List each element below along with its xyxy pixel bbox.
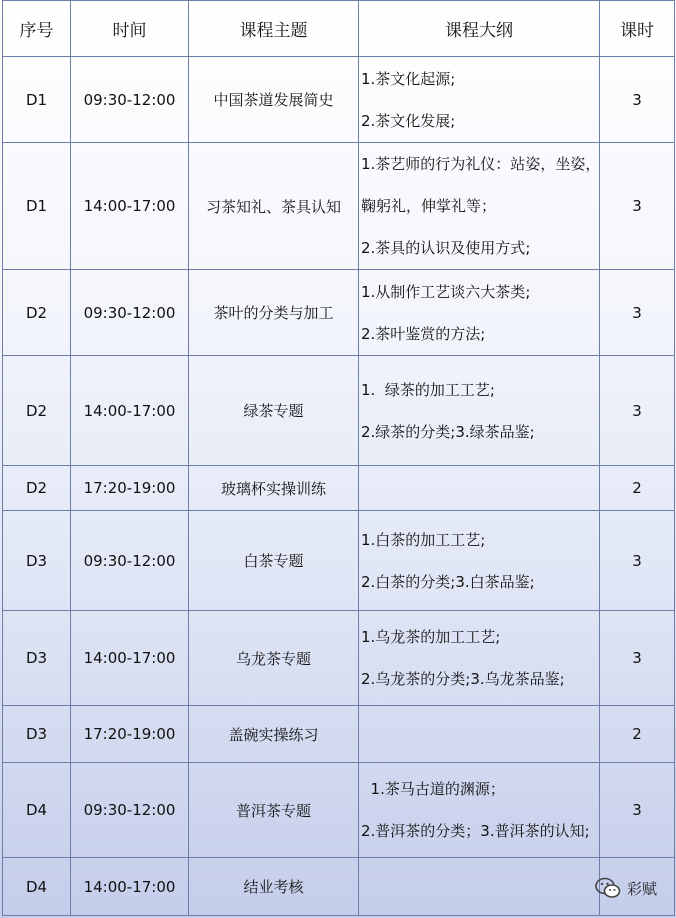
outline-line: 1.白茶的加工工艺; bbox=[361, 530, 486, 549]
hours-cell: 3 bbox=[600, 611, 675, 706]
header-cell-outline: 课程大纲 bbox=[359, 1, 600, 57]
wechat-icon bbox=[595, 877, 621, 899]
outline-line: 1.乌龙茶的加工工艺; bbox=[361, 628, 501, 646]
hours-cell: 3 bbox=[600, 270, 675, 356]
outline-line: 1. 绿茶的加工工艺; bbox=[361, 380, 495, 399]
outline-cell bbox=[359, 706, 600, 763]
table-row bbox=[3, 763, 675, 858]
outline-cell bbox=[359, 466, 600, 511]
topic-cell: 盖碗实操练习 bbox=[189, 706, 359, 763]
outline-line: 1.茶艺师的行为礼仪：站姿，坐姿， bbox=[361, 155, 601, 173]
outline-line: 2.白茶的分类;3.白茶品鉴; bbox=[361, 572, 535, 591]
day-cell: D3 bbox=[3, 611, 71, 706]
topic-cell: 玻璃杯实操训练 bbox=[189, 466, 359, 511]
table-row bbox=[3, 270, 675, 356]
hours-cell: 3 bbox=[600, 57, 675, 143]
outline-line: 2.普洱茶的分类；3.普洱茶的认知; bbox=[361, 822, 590, 840]
time-cell: 14:00-17:00 bbox=[71, 611, 189, 706]
time-cell: 14:00-17:00 bbox=[71, 858, 189, 916]
outline-line: 2.乌龙茶的分类;3.乌龙茶品鉴; bbox=[361, 670, 565, 688]
time-cell: 09:30-12:00 bbox=[71, 270, 189, 356]
watermark bbox=[595, 876, 657, 900]
time-cell: 09:30-12:00 bbox=[71, 57, 189, 143]
topic-cell: 茶叶的分类与加工 bbox=[189, 270, 359, 356]
table-row bbox=[3, 858, 675, 916]
table-row bbox=[3, 706, 675, 763]
outline-cell bbox=[359, 57, 600, 143]
time-cell: 17:20-19:00 bbox=[71, 466, 189, 511]
day-cell: D2 bbox=[3, 270, 71, 356]
time-cell: 14:00-17:00 bbox=[71, 356, 189, 466]
outline-line: 1.茶文化起源; bbox=[361, 69, 456, 88]
outline-line: 2.绿茶的分类;3.绿茶品鉴; bbox=[361, 422, 535, 441]
table-row bbox=[3, 57, 675, 143]
hours-cell: 3 bbox=[600, 143, 675, 270]
header-cell-time: 时间 bbox=[71, 1, 189, 57]
outline-line: 鞠躬礼，伸掌礼等； bbox=[361, 197, 497, 215]
outline-cell bbox=[359, 356, 600, 466]
outline-cell bbox=[359, 611, 600, 706]
topic-cell: 白茶专题 bbox=[189, 511, 359, 611]
topic-cell: 习茶知礼、茶具认知 bbox=[189, 143, 359, 270]
time-cell: 09:30-12:00 bbox=[71, 763, 189, 858]
topic-cell: 普洱茶专题 bbox=[189, 763, 359, 858]
topic-cell: 乌龙茶专题 bbox=[189, 611, 359, 706]
outline-line: 1.从制作工艺谈六大茶类; bbox=[361, 282, 531, 301]
table-row bbox=[3, 466, 675, 511]
table-row bbox=[3, 356, 675, 466]
day-cell: D3 bbox=[3, 511, 71, 611]
day-cell: D2 bbox=[3, 356, 71, 466]
day-cell: D3 bbox=[3, 706, 71, 763]
outline-cell bbox=[359, 858, 600, 916]
hours-cell: 2 bbox=[600, 466, 675, 511]
outline-cell bbox=[359, 270, 600, 356]
header-cell-topic: 课程主题 bbox=[189, 1, 359, 57]
header-cell-hours: 课时 bbox=[600, 1, 675, 57]
table-header-row bbox=[3, 1, 675, 57]
header-cell-index: 序号 bbox=[3, 1, 71, 57]
table-row bbox=[3, 611, 675, 706]
day-cell: D4 bbox=[3, 763, 71, 858]
hours-cell: 3 bbox=[600, 511, 675, 611]
outline-line: 1.茶马古道的渊源； bbox=[361, 780, 505, 798]
time-cell: 09:30-12:00 bbox=[71, 511, 189, 611]
outline-line: 2.茶具的认识及使用方式; bbox=[361, 239, 531, 257]
watermark-text: 彩赋 bbox=[627, 879, 658, 898]
day-cell: D2 bbox=[3, 466, 71, 511]
table-row bbox=[3, 143, 675, 270]
outline-line: 2.茶叶鉴赏的方法; bbox=[361, 324, 486, 343]
day-cell: D1 bbox=[3, 57, 71, 143]
outline-line: 2.茶文化发展; bbox=[361, 111, 456, 130]
outline-cell bbox=[359, 143, 600, 270]
topic-cell: 绿茶专题 bbox=[189, 356, 359, 466]
topic-cell: 结业考核 bbox=[189, 858, 359, 916]
course-schedule-table bbox=[2, 0, 675, 916]
time-cell: 17:20-19:00 bbox=[71, 706, 189, 763]
hours-cell: 2 bbox=[600, 706, 675, 763]
table-row bbox=[3, 511, 675, 611]
hours-cell: 3 bbox=[600, 356, 675, 466]
topic-cell: 中国茶道发展简史 bbox=[189, 57, 359, 143]
outline-cell bbox=[359, 511, 600, 611]
day-cell: D1 bbox=[3, 143, 71, 270]
outline-cell bbox=[359, 763, 600, 858]
hours-cell: 3 bbox=[600, 763, 675, 858]
day-cell: D4 bbox=[3, 858, 71, 916]
time-cell: 14:00-17:00 bbox=[71, 143, 189, 270]
